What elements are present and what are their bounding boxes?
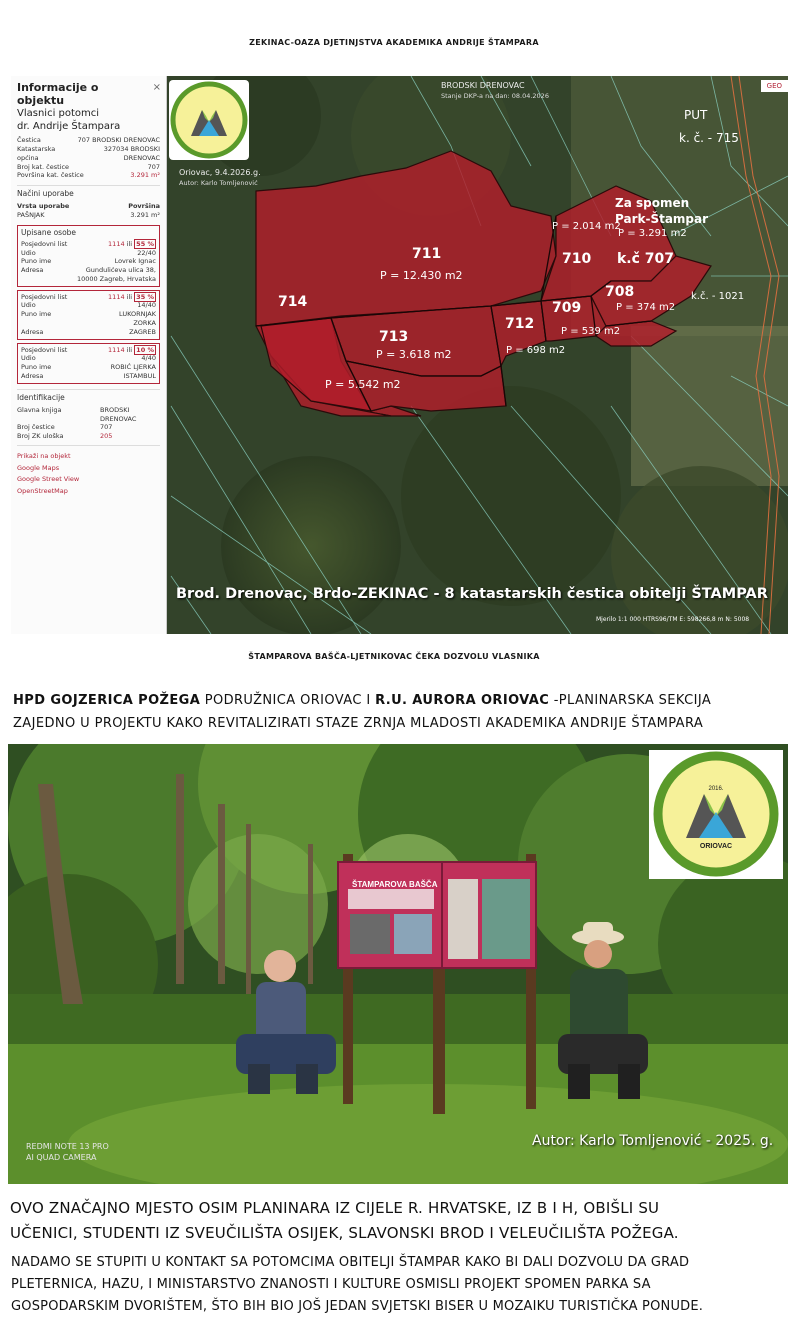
plot-709-name: 709 bbox=[552, 300, 582, 316]
plot-711-name: 711 bbox=[412, 246, 442, 262]
label-kc715: k. č. - 715 bbox=[679, 131, 739, 145]
plot-709-area: P = 539 m2 bbox=[561, 326, 621, 337]
body-paragraph-2-line1: NADAMO SE STUPITI U KONTAKT SA POTOMCIMA OBITELJI ŠTAMPAR KAKO BI DALI DOZVOLU DA GRAD bbox=[11, 1255, 690, 1270]
body-paragraph-1-line1: OVO ZNAČAJNO MJESTO OSIM PLANINARA IZ CIJELE R. HRVATSKE, IZ B I H, OBIŠLI SU bbox=[10, 1199, 660, 1217]
ident-header: Identifikacije bbox=[17, 389, 160, 403]
label-spomen-1: Za spomen bbox=[615, 196, 690, 210]
info-row: Čestica 707 BRODSKI DRENOVAC bbox=[17, 136, 160, 145]
label-spomen-2: Park-Štampar bbox=[615, 212, 709, 226]
owner-1: Posjedovni list 1114 ili 55 % Udio 22/40 Puno ime Lovrek Ignac Adresa Gundulićeva ulica 38, 10000 Zagreb, Hrvatska bbox=[21, 239, 156, 283]
label-kc1021: k.č. - 1021 bbox=[691, 291, 745, 302]
info-line-2: ZAJEDNO U PROJEKTU KAKO REVITALIZIRATI STAZE ZRNJA MLADOSTI AKADEMIKA ANDRIJE ŠTAMPARA bbox=[13, 716, 704, 731]
label-put: PUT bbox=[684, 108, 708, 122]
plot-707-area: P = 3.291 m2 bbox=[618, 228, 687, 239]
link-openstreetmap[interactable]: OpenStreetMap bbox=[17, 487, 68, 496]
plot-707-name: k.č 707 bbox=[617, 251, 675, 267]
map-author: Autor: Karlo Tomljenović bbox=[179, 179, 258, 187]
photo-author: Autor: Karlo Tomljenović - 2025. g. bbox=[532, 1133, 774, 1149]
info-row: Katastarska općina 327034 BRODSKI DRENOVAC bbox=[17, 145, 160, 162]
plot-710-name: 710 bbox=[562, 251, 592, 267]
plot-708-area: P = 374 m2 bbox=[616, 302, 676, 313]
plot-713-name: 713 bbox=[379, 329, 409, 345]
ident-row: Glavna knjiga BRODSKI DRENOVAC bbox=[17, 405, 137, 423]
panel-title-line1: Informacije o bbox=[17, 81, 99, 94]
plot-714-name: 714 bbox=[278, 294, 308, 310]
sign-title: ŠTAMPAROVA BAŠČA bbox=[352, 880, 438, 889]
logo-place: ORIOVAC bbox=[699, 843, 733, 850]
info-line-1: HPD GOJZERICA POŽEGA PODRUŽNICA ORIOVAC I R.U. AURORA ORIOVAC -PLANINARSKA SEKCIJA bbox=[13, 693, 712, 708]
map-state-line: Stanje DKP-a na dan: 08.04.2026 bbox=[441, 92, 549, 100]
link-google-maps[interactable]: Google Maps bbox=[17, 463, 60, 472]
link-street-view[interactable]: Google Street View bbox=[17, 475, 80, 484]
panel-subtitle-line1: Vlasnici potomci bbox=[17, 108, 100, 120]
logo-graphic bbox=[169, 80, 249, 160]
map-date: Oriovac, 9.4.2026.g. bbox=[179, 168, 261, 177]
map-caption: Brod. Drenovac, Brdo-ZEKINAC - 8 katastarskih čestica obitelji ŠTAMPAR bbox=[176, 586, 768, 602]
aurora-logo-large bbox=[649, 750, 783, 879]
aurora-logo-small bbox=[169, 80, 249, 160]
close-icon[interactable]: × bbox=[152, 82, 161, 93]
usage-row: PAŠNJAK 3.291 m² bbox=[17, 211, 160, 219]
section-title: ŠTAMPAROVA BAŠČA-LJETNIKOVAC ČEKA DOZVOLU VLASNIKA bbox=[248, 652, 540, 661]
map-place-header: BRODSKI DRENOVAC bbox=[441, 81, 525, 90]
owners-header: Upisane osobe bbox=[21, 227, 77, 237]
owner-2: Posjedovni list 1114 ili 35 % Udio 14/40 Puno ime LUKORNJAK ZORKA Adresa ZAGREB bbox=[17, 290, 160, 340]
owner-3: Posjedovni list 1114 ili 10 % Udio 4/40 Puno ime ROBIĆ LJERKA Adresa ISTAMBUL bbox=[17, 343, 160, 384]
logo-year: 2016. bbox=[708, 786, 724, 792]
plot-713-area: P = 3.618 m2 bbox=[376, 348, 452, 361]
info-panel bbox=[11, 76, 167, 634]
page-title: ZEKINAC-OAZA DJETINJSTVA AKADEMIKA ANDRIJE ŠTAMPARA bbox=[249, 38, 539, 47]
usage-col-header: Vrsta uporabe Površina bbox=[17, 202, 160, 211]
plot-712-area: P = 698 m2 bbox=[506, 345, 566, 356]
info-row: Površina kat. čestice 3.291 m² bbox=[17, 171, 160, 180]
link-prikazi[interactable]: Prikaži na objekt bbox=[17, 451, 71, 460]
map-scale: Mjerilo 1:1 000 HTRS96/TM E: 598266,8 m N: 5008 bbox=[596, 616, 750, 623]
plot-710-area: P = 2.014 m2 bbox=[552, 221, 621, 232]
ident-row: Broj čestice 707 bbox=[17, 423, 113, 432]
camera-watermark: REDMI NOTE 13 PRO AI QUAD CAMERA bbox=[26, 1142, 109, 1162]
plot-711-area: P = 12.430 m2 bbox=[380, 269, 463, 282]
plot-712-name: 712 bbox=[505, 316, 535, 332]
plot-708-name: 708 bbox=[605, 284, 635, 300]
usage-header: Načini uporabe bbox=[17, 185, 160, 199]
cadastral-map[interactable] bbox=[11, 76, 788, 634]
body-paragraph-2-line2: PLETERNICA, HAZU, I MINISTARSTVO ZNANOSTI I KULTURE OSMISLI PROJEKT SPOMEN PARKA SA bbox=[11, 1277, 651, 1292]
info-row: Broj kat. čestice 707 bbox=[17, 162, 160, 171]
panel-title-line2: objektu bbox=[17, 93, 65, 107]
panel-subtitle-line2: dr. Andrije Štampara bbox=[17, 120, 121, 132]
ident-row: Broj ZK uloška 205 bbox=[17, 432, 113, 441]
geo-badge[interactable]: GEO bbox=[761, 80, 788, 92]
body-paragraph-2-line3: GOSPODARSKIM DVORIŠTEM, ŠTO BIH BIO JOŠ JEDAN SVJETSKI BISER U MOZAIKU TURISTIČKA PONUDE. bbox=[11, 1299, 704, 1314]
owners-box bbox=[17, 225, 160, 287]
body-paragraph-1-line2: UČENICI, STUDENTI IZ SVEUČILIŠTA OSIJEK, SLAVONSKI BROD I VELEUČILIŠTA POŽEGA. bbox=[10, 1224, 679, 1242]
plot-714-area: P = 5.542 m2 bbox=[325, 378, 401, 391]
logo-graphic-large bbox=[649, 750, 783, 879]
